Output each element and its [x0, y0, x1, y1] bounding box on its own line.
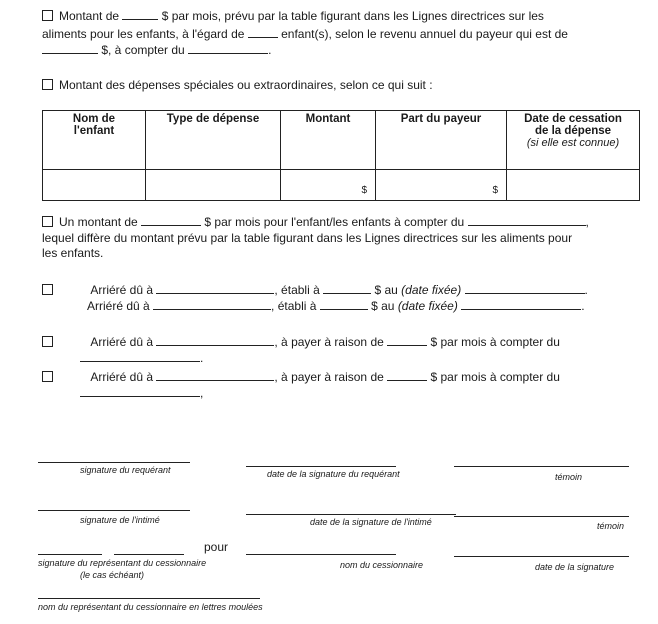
child-support-paragraph-line2 [42, 26, 568, 41]
amount-field[interactable] [122, 8, 158, 20]
cell-payor-share[interactable] [376, 170, 507, 201]
text: . [584, 283, 588, 297]
checkbox-table-amount[interactable] [42, 10, 53, 21]
text: $, à compter du [101, 43, 185, 57]
checkbox-arrears-payment-2[interactable] [42, 371, 53, 382]
arrears-date-field[interactable] [465, 282, 585, 294]
different-amount-line2: lequel diffère du montant prévu par la table figurant dans les Lignes directrices sur les aliments pour [42, 231, 573, 245]
arrears-payment-2 [42, 369, 560, 384]
cell-amount[interactable] [281, 170, 376, 201]
for-label: pour [204, 540, 229, 554]
text: , [585, 215, 589, 229]
special-expenses-table [42, 110, 640, 201]
assignee-name-label: nom du cessionnaire [340, 560, 424, 570]
start-date-field[interactable] [188, 42, 268, 54]
text: , à payer à raison de [274, 335, 384, 349]
arrears-fixed-1 [42, 282, 588, 297]
text: Un montant de [59, 215, 138, 229]
assignee-name-line[interactable] [246, 554, 396, 555]
arrears-monthly-field[interactable] [387, 334, 427, 346]
text: $ par mois, prévu par la table figurant dans les Lignes directrices sur les [161, 9, 544, 23]
text: Arriéré dû à [90, 335, 154, 349]
witness-line-2[interactable] [454, 516, 629, 517]
different-amount-line3: les enfants. [42, 246, 104, 260]
arrears-payment-1 [42, 334, 560, 349]
applicant-date-line[interactable] [246, 466, 396, 467]
text: Date de cessation de la dépense [524, 113, 622, 137]
text: Montant de [59, 9, 120, 23]
table-row [43, 170, 640, 201]
arrears-creditor-field[interactable] [153, 298, 271, 310]
respondent-date-label: date de la signature de l'intimé [310, 517, 432, 527]
text: Type de dépense [166, 113, 260, 125]
text: aliments pour les enfants, à l'égard de [42, 27, 245, 41]
assignee-rep-signature-line-a[interactable] [38, 554, 102, 555]
arrears-date-field[interactable] [461, 298, 581, 310]
respondent-signature-label: signature de l'intimé [80, 515, 160, 525]
arrears-payment-date-field[interactable] [80, 350, 200, 362]
sig-date-line[interactable] [454, 556, 629, 557]
text: , [200, 386, 204, 400]
child-support-paragraph-line3 [42, 42, 271, 57]
witness-line[interactable] [454, 466, 629, 467]
checkbox-different-amount[interactable] [42, 216, 53, 227]
child-support-paragraph [42, 8, 544, 23]
text: , établi à [271, 299, 317, 313]
respondent-date-line[interactable] [246, 514, 456, 515]
different-start-date-field[interactable] [468, 214, 586, 226]
annual-income-field[interactable] [42, 42, 98, 54]
arrears-creditor-field[interactable] [156, 334, 274, 346]
text: $ par mois à compter du [430, 370, 560, 384]
text: $ au [374, 283, 398, 297]
if-applicable-label: (le cas échéant) [80, 570, 145, 580]
different-amount-paragraph [42, 214, 589, 229]
text: Nom de l'enfant [72, 113, 116, 137]
cell-child-name[interactable] [43, 170, 146, 201]
arrears-amount-field[interactable] [320, 298, 368, 310]
text: Montant [305, 113, 351, 125]
arrears-amount-field[interactable] [323, 282, 371, 294]
cell-end-date[interactable] [507, 170, 640, 201]
text: (si elle est connue) [526, 137, 620, 149]
text: (date fixée) [401, 283, 462, 297]
different-amount-field[interactable] [141, 214, 201, 226]
arrears-payment-1-date [80, 350, 203, 365]
text: $ par mois pour l'enfant/les enfants à compter du [204, 215, 465, 229]
col-end-date [507, 111, 640, 170]
checkbox-arrears-payment-1[interactable] [42, 336, 53, 347]
applicant-signature-line[interactable] [38, 462, 190, 463]
col-amount [281, 111, 376, 170]
text: enfant(s), selon le revenu annuel du payeur qui est de [281, 27, 568, 41]
text: , établi à [274, 283, 320, 297]
arrears-fixed-2 [42, 298, 585, 313]
children-count-field[interactable] [248, 26, 278, 38]
arrears-creditor-field[interactable] [156, 369, 274, 381]
applicant-date-label: date de la signature du requérant [267, 469, 400, 479]
special-expenses-paragraph [42, 78, 433, 92]
arrears-payment-date-field[interactable] [80, 385, 200, 397]
witness-label-2: témoin [597, 521, 625, 531]
text: . [268, 43, 272, 57]
col-child-name [43, 111, 146, 170]
arrears-monthly-field[interactable] [387, 369, 427, 381]
assignee-rep-signature-label: signature du représentant du cessionnaire [38, 558, 207, 568]
respondent-signature-line[interactable] [38, 510, 190, 511]
arrears-creditor-field[interactable] [156, 282, 274, 294]
sig-date-label: date de la signature [535, 562, 615, 572]
checkbox-special-expenses[interactable] [42, 79, 53, 90]
col-payor-share [376, 111, 507, 170]
text: Arriéré dû à [87, 299, 150, 313]
rep-name-line[interactable] [38, 598, 260, 599]
assignee-rep-signature-line-b[interactable] [114, 554, 184, 555]
text: $ au [371, 299, 395, 313]
col-expense-type [146, 111, 281, 170]
witness-label: témoin [555, 472, 583, 482]
applicant-signature-label: signature du requérant [80, 465, 171, 475]
text: Arriéré dû à [90, 370, 154, 384]
text: . [581, 299, 585, 313]
text: (date fixée) [397, 299, 458, 313]
text: Montant des dépenses spéciales ou extraordinaires, selon ce qui suit : [59, 78, 433, 92]
text: . [200, 351, 204, 365]
rep-name-label: nom du représentant du cessionnaire en lettres moulées [38, 602, 263, 612]
arrears-payment-2-date [80, 385, 203, 400]
text: Arriéré dû à [90, 283, 154, 297]
text: $ [492, 185, 498, 196]
text: $ [361, 185, 367, 196]
table-header-row [43, 111, 640, 170]
checkbox-arrears-1[interactable] [42, 284, 53, 295]
cell-expense-type[interactable] [146, 170, 281, 201]
text: $ par mois à compter du [430, 335, 560, 349]
text: , à payer à raison de [274, 370, 384, 384]
text: Part du payeur [400, 113, 482, 125]
